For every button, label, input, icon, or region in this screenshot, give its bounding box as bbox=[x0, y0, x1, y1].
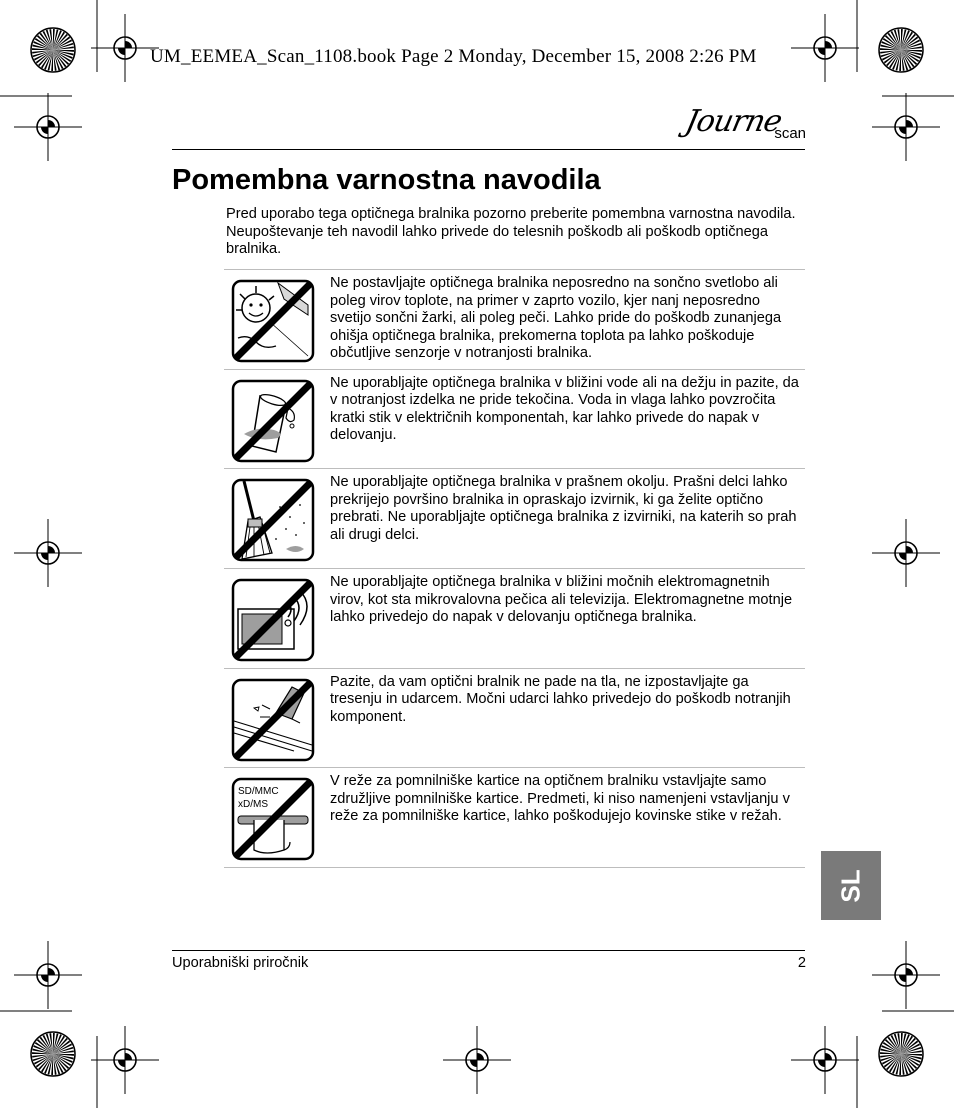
registration-quadrant bbox=[48, 546, 55, 553]
electromagnetic-prohibited-icon bbox=[230, 577, 316, 663]
language-tab bbox=[821, 851, 881, 920]
warning-text: Pazite, da vam optični bralnik ne pade na tla, ne izpostavljajte ga tresenju in udarcem. Močni udarci lahko privedejo do poškodb notranjih komponent. bbox=[330, 673, 791, 725]
page-number: 2 bbox=[797, 955, 806, 971]
warning-text: Ne postavljajte optičnega bralnika neposredno na sončno svetlobo ali poleg virov toplote, na primer v zaprto vozilo, kjer nanj neposredno svetijo sončni žarki, ali poleg peči. Lahko pride do poškodb zunanjega ohišja optičnega bralnika, prekomerna toplota pa lahko poškoduje občutljive senzorje v notranjosti bralnika. bbox=[330, 275, 782, 361]
card-label-sd-mmc: SD/MMC bbox=[238, 786, 279, 798]
warning-row bbox=[224, 468, 805, 568]
intro-paragraph: Pred uporabo tega optičnega bralnika pozorno preberite pomembna varnostna navodila. Neupoštevanje teh navodil lahko privede do telesnih poškodb ali poškodb optičnega bralnika. bbox=[226, 206, 796, 257]
logo-scan: scan bbox=[774, 125, 806, 142]
warning-row bbox=[224, 369, 805, 469]
page-title: Pomembna varnostna navodila bbox=[172, 164, 601, 196]
registration-quadrant bbox=[825, 41, 832, 48]
registration-quadrant bbox=[818, 1060, 825, 1067]
registration-quadrant bbox=[899, 553, 906, 560]
registration-quadrant bbox=[48, 968, 55, 975]
journe-scan-logo bbox=[682, 104, 808, 150]
card-label-xd-ms: xD/MS bbox=[238, 799, 268, 811]
registration-quadrant bbox=[118, 48, 125, 55]
registration-quadrant bbox=[477, 1053, 484, 1060]
warning-row bbox=[224, 269, 805, 369]
registration-quadrant bbox=[906, 968, 913, 975]
language-tab-label: SL bbox=[835, 868, 866, 903]
warning-row bbox=[224, 568, 805, 668]
warning-text: Ne uporabljajte optičnega bralnika v prašnem okolju. Prašni delci lahko prekrijejo površino bralnika in opraskajo izvirnik, ki ga želite optično prebrati. Ne uporabljajte optičnega bralnika z izvirniki, na katerih so prah ali drugi delci. bbox=[330, 474, 797, 543]
registration-quadrant bbox=[48, 120, 55, 127]
registration-quadrant bbox=[125, 41, 132, 48]
top-divider bbox=[172, 149, 805, 150]
registration-quadrant bbox=[906, 120, 913, 127]
registration-quadrant bbox=[41, 127, 48, 134]
warning-row bbox=[224, 668, 805, 768]
bottom-divider bbox=[172, 950, 805, 951]
registration-quadrant bbox=[899, 127, 906, 134]
card-slot-prohibited-icon bbox=[230, 776, 316, 862]
registration-quadrant bbox=[470, 1060, 477, 1067]
print-header: UM_EEMEA_Scan_1108.book Page 2 Monday, December 15, 2008 2:26 PM bbox=[150, 46, 757, 67]
registration-quadrant bbox=[906, 546, 913, 553]
registration-quadrant bbox=[825, 1053, 832, 1060]
warning-row bbox=[224, 767, 805, 868]
footer-title: Uporabniški priročnik bbox=[172, 955, 309, 971]
water-spill-prohibited-icon bbox=[230, 378, 316, 464]
safety-warning-list bbox=[224, 269, 805, 868]
logo-script: Journe bbox=[682, 104, 785, 139]
registration-quadrant bbox=[125, 1053, 132, 1060]
sun-heat-prohibited-icon bbox=[230, 278, 316, 364]
registration-quadrant bbox=[41, 553, 48, 560]
warning-text: V reže za pomnilniške kartice na optičnem bralniku vstavljajte samo združljive pomnilniške kartice. Predmeti, ki niso namenjeni vstavljanju v reže za pomnilniške kartice, lahko poškodujejo kovinske stike v režah. bbox=[330, 773, 790, 825]
drop-shock-prohibited-icon bbox=[230, 677, 316, 763]
registration-quadrant bbox=[118, 1060, 125, 1067]
warning-text: Ne uporabljajte optičnega bralnika v bližini močnih elektromagnetnih virov, kot sta mikrovalovna pečica ali televizija. Elektromagnetne motnje lahko privedejo do napak v delovanju optičnega bralnika. bbox=[330, 574, 793, 626]
dust-broom-prohibited-icon bbox=[230, 477, 316, 563]
registration-quadrant bbox=[818, 48, 825, 55]
registration-quadrant bbox=[41, 975, 48, 982]
warning-text: Ne uporabljajte optičnega bralnika v bližini vode ali na dežju in pazite, da v notranjost izdelka ne pride tekočina. Voda in vlaga lahko povzročita kratki stik v električnih komponentah, kar lahko privede do napak v delovanju. bbox=[330, 374, 799, 444]
registration-quadrant bbox=[899, 975, 906, 982]
